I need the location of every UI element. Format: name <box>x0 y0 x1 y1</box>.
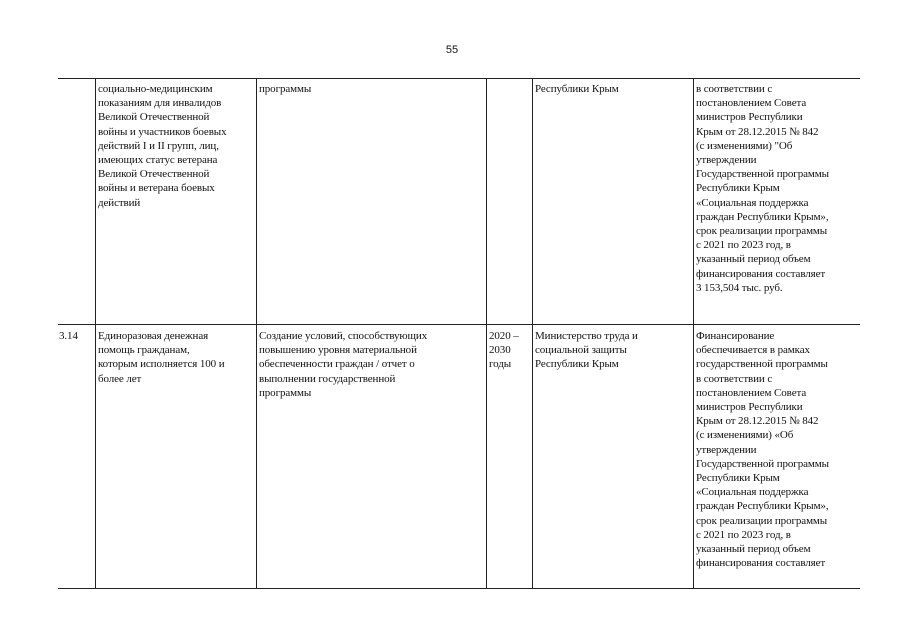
executor-text: Министерство труда и социальной защиты Республики Крым <box>535 330 638 371</box>
row-number: 3.14 <box>59 330 78 342</box>
page-number: 55 <box>445 44 459 56</box>
measure-text: Единоразовая денежная помощь гражданам, которым исполняется 100 и более лет <box>98 330 225 385</box>
term-text: 2020 – 2030 годы <box>489 330 519 371</box>
table-row <box>58 325 860 588</box>
table-bottom-border <box>58 588 860 589</box>
measure-text: социально-медицинским показаниям для инвалидов Великой Отечественной войны и участников боевых действий I и II групп, лиц, имеющих статус ветерана Великой Отечественной войны и ветерана боевых действий <box>98 83 227 209</box>
goal-text: Создание условий, способствующих повышению уровня материальной обеспеченности граждан / отчет о выполнении государственной программы <box>259 330 428 399</box>
financing-text: Финансирование обеспечивается в рамках государственной программы в соответствии с постановлением Совета министров Республики Крым от 28.12.2015 № 842 (с изменениями) «Об утверждении Государственной программы Республики Крым «Социальная поддержка граждан Республики Крым», срок реализации программы с 2021 по 2023 год, в указанный период объем финансирования составляет <box>696 330 829 570</box>
financing-text: в соответствии с постановлением Совета министров Республики Крым от 28.12.2015 № 842 (с изменениями) "Об утверждении Государственной программы Республики Крым «Социальная поддержка граждан Республики Крым», срок реализации программы с 2021 по 2023 год, в указанный период объем финансирования составляет 3 153,504 тыс. руб. <box>696 83 829 294</box>
executor-text: Республики Крым <box>535 83 619 95</box>
table-row <box>58 78 860 324</box>
goal-text: программы <box>259 83 312 95</box>
program-table <box>58 78 860 590</box>
